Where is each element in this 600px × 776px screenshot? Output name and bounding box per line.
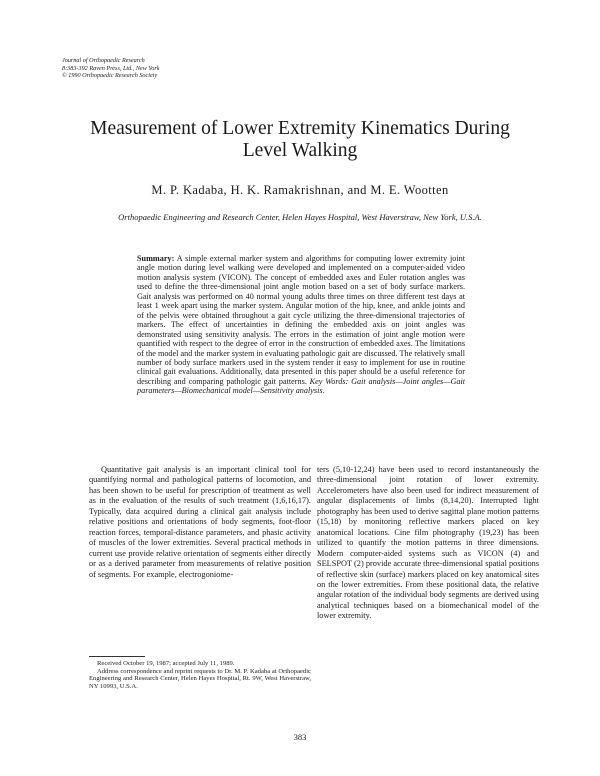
abstract — [137, 254, 465, 396]
footnote-rule — [89, 656, 145, 657]
journal-copyright: © 1990 Orthopaedic Research Society — [62, 72, 158, 80]
body-column-right: ters (5,10-12,24) have been used to record instantaneously the three-dimensional joint rotation of lower extremity. Accelerometers have also been used for indirect measurement of angular displacements of limbs (8,14,20). Interrupted light photography has been used to derive sagittal plane motion patterns (15,18) by monitoring reflective markers placed on key anatomical locations. Cine film photography (19,23) has been utilized to quantify the motion patterns in three dimensions. Modern computer-aided systems such as VICON (4) and SELSPOT (2) provide accurate three-dimensional spatial positions of reflective skin (surface) markers placed on key anatomical sites on the lower extremities. From these positional data, the relative angular rotation of the individual body segments are derived using analytical techniques based on a biomechanical model of the lower extremity. — [317, 465, 539, 621]
paper-title — [60, 118, 540, 162]
affiliation: Orthopaedic Engineering and Research Center, Helen Hayes Hospital, West Haverstraw, New York, U.S.A. — [118, 212, 482, 222]
title-line-1: Measurement of Lower Extremity Kinematics During — [90, 118, 510, 139]
footnote-address: Address correspondence and reprint requests to Dr. M. P. Kadaba at Orthopaedic Engineering and Research Center, Helen Hayes Hospital, Rt. 9W, West Haverstraw, NY 10993, U.S.A. — [89, 667, 311, 691]
journal-citation — [62, 57, 160, 80]
page-number: 383 — [293, 732, 307, 742]
journal-name: Journal of Orthopaedic Research — [62, 57, 145, 64]
authors: M. P. Kadaba, H. K. Ramakrishnan, and M. E. Wootten — [151, 183, 449, 197]
abstract-text: A simple external marker system and algorithms for computing lower extremity joint angle motion during level walking were developed and implemented on a computer-aided video motion analysis system (VICON). The concept of embedded axes and Euler rotation angles was used to define the three-dimensional joint angle motion based on a set of body surface markers. Gait analysis was performed on 40 normal young adults three times on three different test days at least 1 week apart using the marker system. Angular motion of the hip, knee, and ankle joints and of the pelvis were obtained throughout a gait cycle utilizing the three-dimensional trajectories of markers. The effect of uncertainties in defining the embedded axis on joint angles was demonstrated using sensitivity analysis. The errors in the estimation of joint angle motion were quantified with respect to the degree of error in the construction of embedded axes. The limitations of the model and the marker system in evaluating pathologic gait are discussed. The relatively small number of body surface markers used in the system render it easy to implement for use in routine clinical gait evaluations. Additionally, data presented in this paper should be a useful reference for describing and comparing pathologic gait patterns. — [137, 254, 465, 386]
journal-volume: 8:383-392 Raven Press, Ltd., New York — [62, 64, 160, 72]
title-line-2: Level Walking — [242, 140, 358, 161]
footnote-received: Received October 19, 1987; accepted July 11, 1989. — [97, 660, 235, 667]
abstract-label: Summary: — [137, 254, 175, 263]
body-column-left: Quantitative gait analysis is an important clinical tool for quantifying normal and pathological patterns of locomotion, and has been shown to be useful for prescription of treatment as well as in the evaluation of the results of such treatment (1,6,16,17). Typically, data acquired during a clinical gait analysis include relative positions and orientations of body segments, foot-floor reaction forces, temporal-distance parameters, and phasic activity of muscles of the lower extremities. Several practical methods in current use provide relative orientation of segments either directly or as a derived parameter from measurements of relative position of segments. For example, electrogoniome- — [89, 465, 311, 579]
keywords: Key Words: Gait analysis—Joint angles—Gait parameters—Biomechanical model—Sensitivity analysis. — [137, 376, 465, 396]
footnote — [89, 660, 311, 691]
